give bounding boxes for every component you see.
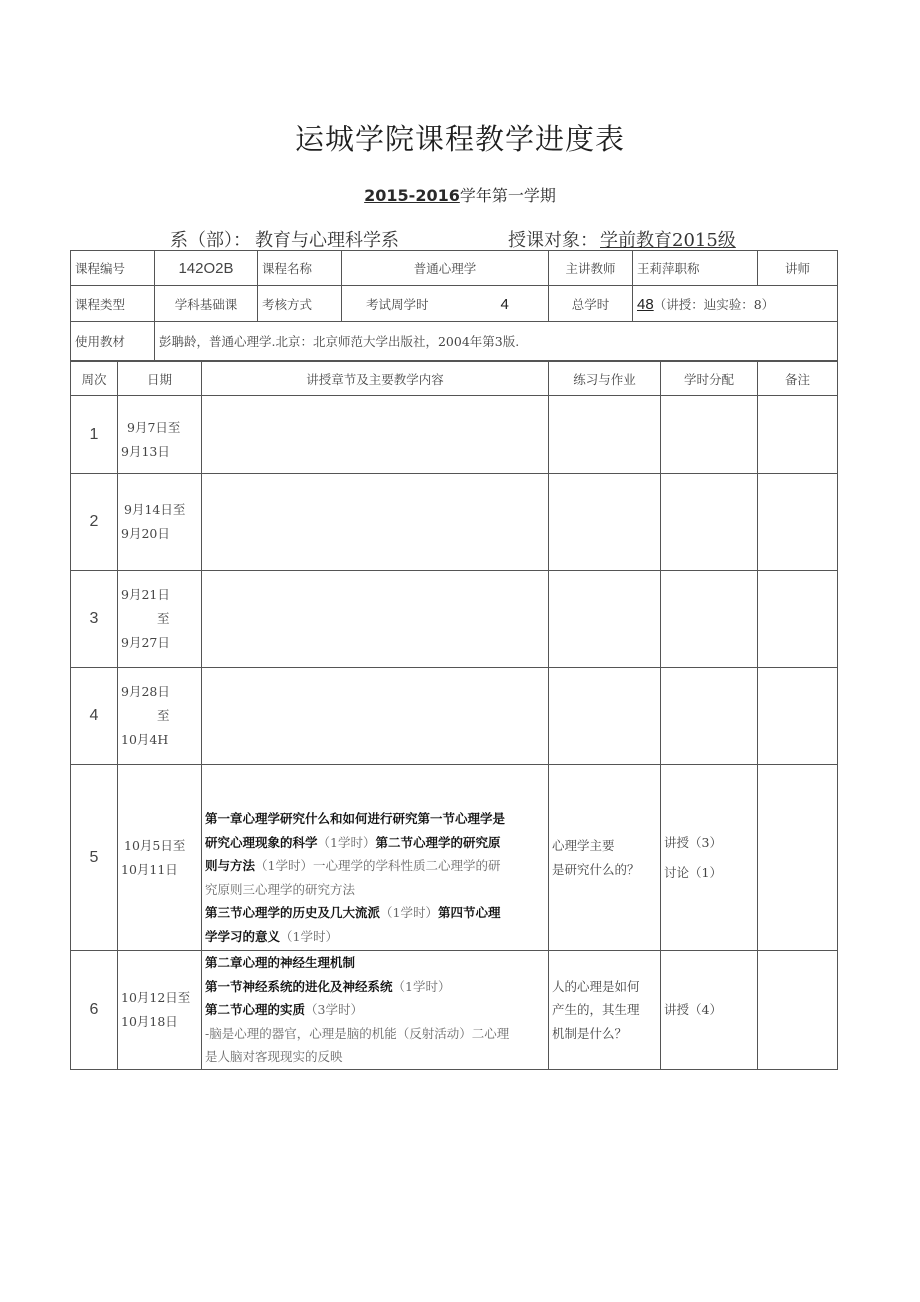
- content-line: （1学时）: [317, 834, 376, 850]
- header-date: 日期: [118, 362, 202, 396]
- content-line: （3学时）: [305, 1002, 363, 1017]
- homework-line: 产生的，其生理: [552, 1002, 640, 1017]
- content-line: 第二节心理学的研究原: [375, 834, 501, 850]
- header-homework: 练习与作业: [549, 362, 661, 396]
- homework-cell: [549, 396, 661, 474]
- date-cell: [118, 765, 202, 951]
- date-cell: [118, 396, 202, 474]
- teacher-title: 讲师: [758, 251, 838, 286]
- semester-line: [0, 183, 920, 206]
- content-line: 第三节心理学的历史及几大流派: [205, 905, 381, 920]
- content-line: （1学时）一心理学的学科性质二心理学的研: [255, 858, 501, 873]
- homework-line: 机制是什么？: [552, 1025, 628, 1041]
- date-end: 9月20日: [121, 526, 170, 541]
- week-number: 2: [71, 474, 118, 571]
- homework-line: 是研究什么的？: [552, 861, 640, 877]
- content-cell: [202, 668, 549, 765]
- content-cell: [202, 951, 549, 1070]
- schedule-header-row: [71, 362, 838, 396]
- homework-cell: [549, 474, 661, 571]
- content-line: 究原则三心理学的研究方法: [205, 881, 356, 897]
- header-hours: 学时分配: [661, 362, 758, 396]
- content-line: 第二节心理的实质: [205, 1002, 306, 1017]
- date-cell: [118, 951, 202, 1070]
- header-content: 讲授章节及主要教学内容: [202, 362, 549, 396]
- content-line: 第一章心理学研究什么和如何进行研究第一节心理学是: [205, 811, 506, 826]
- course-type-label: 课程类型: [71, 286, 155, 322]
- weekly-hours: 4: [500, 295, 509, 313]
- week-number: 6: [71, 951, 118, 1070]
- department-label: 系（部）：: [170, 230, 251, 251]
- content-line: 研究心理现象的科学: [205, 834, 318, 850]
- target-label: 授课对象：: [508, 230, 598, 251]
- homework-cell: [549, 668, 661, 765]
- header-notes: 备注: [758, 362, 838, 396]
- week-number: 4: [71, 668, 118, 765]
- content-line: 学学习的意义: [205, 928, 281, 944]
- week-number: 5: [71, 765, 118, 951]
- content-line: 第四节心理: [437, 905, 501, 920]
- date-end: 10月18日: [121, 1013, 178, 1029]
- date-end: 10月4H: [121, 732, 169, 747]
- course-info-table: [70, 250, 838, 361]
- content-line: （1学时）: [392, 978, 451, 994]
- content-cell: [202, 765, 549, 951]
- table-row: [71, 396, 838, 474]
- total-hours-value: 48: [637, 295, 654, 313]
- date-to: 至: [157, 708, 170, 723]
- homework-cell: [549, 951, 661, 1070]
- total-hours: [633, 286, 838, 322]
- date-to: 至: [157, 611, 170, 626]
- homework-cell: [549, 571, 661, 668]
- date-cell: [118, 668, 202, 765]
- hours-cell: [661, 571, 758, 668]
- total-hours-label: 总学时: [549, 286, 633, 322]
- content-line: 第二章心理的神经生理机制: [205, 955, 356, 970]
- content-line: 则与方法: [205, 858, 256, 873]
- date-cell: [118, 571, 202, 668]
- week-number: 1: [71, 396, 118, 474]
- exam-hours-label: 考试周学时: [366, 296, 429, 312]
- target-value: 学前教育2015级: [600, 230, 736, 251]
- hours-line: 讲授（3）: [664, 834, 722, 850]
- table-row: [71, 668, 838, 765]
- table-row: [71, 571, 838, 668]
- content-line: （1学时）: [380, 905, 438, 920]
- date-start: 10月5日至: [124, 837, 186, 853]
- content-line: -脑是心理的器官，心理是脑的机能（反射活动）二心理: [205, 1025, 510, 1041]
- homework-line: 人的心理是如何: [552, 978, 640, 994]
- hours-cell: [661, 951, 758, 1070]
- page-title: 运城学院课程教学进度表: [294, 122, 625, 156]
- teacher-label: 主讲教师: [549, 251, 633, 286]
- homework-cell: [549, 765, 661, 951]
- department: [170, 226, 399, 252]
- table-row: [71, 474, 838, 571]
- content-cell: [202, 571, 549, 668]
- textbook-label: 使用教材: [71, 322, 155, 361]
- target-audience: [508, 226, 736, 252]
- table-row: [71, 951, 838, 1070]
- week-number: 3: [71, 571, 118, 668]
- date-start: 9月28日: [121, 684, 170, 699]
- hours-cell: [661, 474, 758, 571]
- header-week: 周次: [71, 362, 118, 396]
- notes-cell: [758, 951, 838, 1070]
- schedule-table: [70, 361, 838, 1070]
- textbook: 彭聃龄，普通心理学.北京：北京师范大学出版社，2004年第3版.: [155, 322, 838, 361]
- notes-cell: [758, 571, 838, 668]
- date-start: 9月7日至: [127, 419, 181, 435]
- date-end: 9月27日: [121, 635, 170, 650]
- department-value: 教育与心理科学系: [255, 230, 399, 251]
- content-cell: [202, 474, 549, 571]
- content-line: （1学时）: [280, 928, 338, 944]
- hours-line: 讲授（4）: [664, 1002, 722, 1017]
- content-line: 第一节神经系统的进化及神经系统: [205, 978, 393, 994]
- content-cell: [202, 396, 549, 474]
- notes-cell: [758, 474, 838, 571]
- date-start: 9月14日至: [124, 502, 186, 517]
- date-end: 10月11日: [121, 861, 178, 877]
- course-code: 142O2B: [155, 251, 258, 286]
- total-hours-detail: （讲授：辿实验：8）: [653, 296, 775, 312]
- table-row: [71, 765, 838, 951]
- hours-line: 讨论（1）: [664, 864, 722, 880]
- exam-label: 考核方式: [258, 286, 342, 322]
- hours-cell: [661, 765, 758, 951]
- teacher-name: 王莉萍职称: [633, 251, 758, 286]
- date-cell: [118, 474, 202, 571]
- date-start: 10月12日至: [121, 989, 191, 1005]
- academic-years: 2015-2016: [364, 186, 460, 205]
- course-name-label: 课程名称: [258, 251, 342, 286]
- course-code-label: 课程编号: [71, 251, 155, 286]
- course-name: 普通心理学: [342, 251, 549, 286]
- hours-cell: [661, 396, 758, 474]
- date-end: 9月13日: [121, 443, 170, 459]
- date-start: 9月21日: [121, 587, 170, 602]
- notes-cell: [758, 668, 838, 765]
- hours-cell: [661, 668, 758, 765]
- notes-cell: [758, 396, 838, 474]
- content-line: 是人脑对客现现实的反映: [205, 1049, 343, 1064]
- homework-line: 心理学主要: [552, 838, 615, 853]
- semester-suffix: 学年第一学期: [459, 186, 556, 205]
- exam-hours: [342, 286, 549, 322]
- course-type: 学科基础课: [155, 286, 258, 322]
- notes-cell: [758, 765, 838, 951]
